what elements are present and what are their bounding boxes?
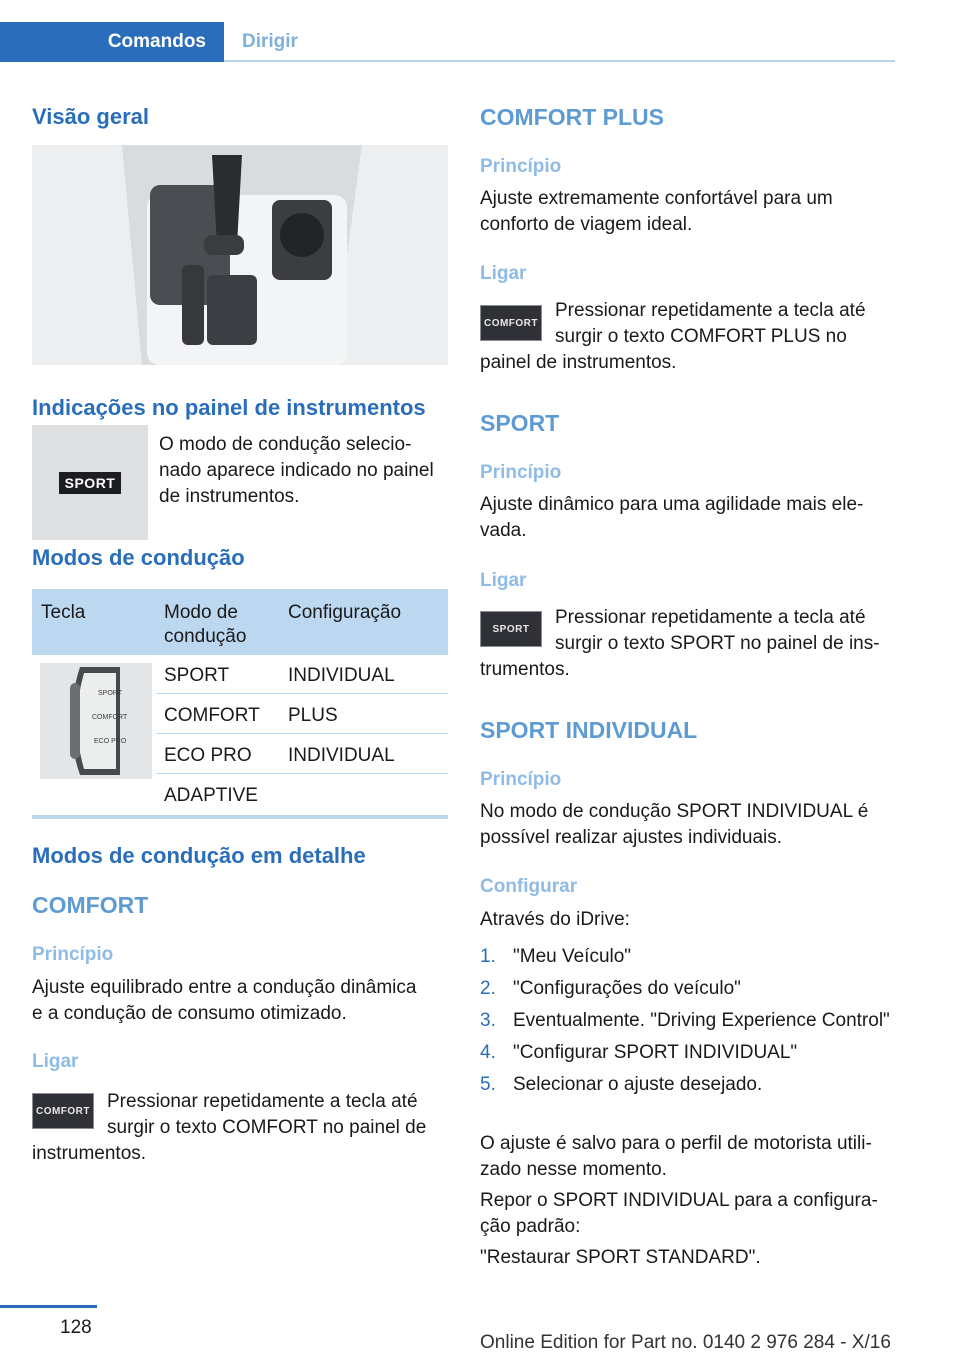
- text-line: Repor o SPORT INDIVIDUAL para a configura-: [480, 1190, 878, 1211]
- tab-comandos[interactable]: Comandos: [0, 22, 224, 62]
- comfort-on-label: Ligar: [32, 1051, 79, 1072]
- comfort-plus-principle-label: Princípio: [480, 156, 562, 177]
- reset-text: [480, 1188, 878, 1240]
- comfort-plus-title: COMFORT PLUS: [480, 104, 664, 130]
- step-text: "Configurar SPORT INDIVIDUAL": [513, 1042, 798, 1063]
- table-cell-mode: ECO PRO: [164, 745, 252, 766]
- text-line: vada.: [480, 520, 527, 541]
- comfort-principle-label: Princípio: [32, 944, 114, 965]
- header-line: Modo de: [164, 602, 238, 623]
- comfort-on-line-last: instrumentos.: [32, 1143, 147, 1164]
- text-line: surgir o texto COMFORT no painel de: [107, 1117, 427, 1138]
- text-line: Pressionar repetidamente a tecla até: [107, 1091, 418, 1112]
- selector-label-ecopro: ECO PRO: [94, 738, 127, 745]
- text-line: Pressionar repetidamente a tecla até: [555, 300, 866, 321]
- page-number: 128: [60, 1317, 92, 1338]
- text-line: conforto de viagem ideal.: [480, 214, 693, 235]
- row-divider: [156, 733, 448, 734]
- comfort-principle-text: [32, 975, 416, 1027]
- table-cell-config: INDIVIDUAL: [288, 745, 395, 766]
- text-line: surgir o texto COMFORT PLUS no: [555, 326, 847, 347]
- comfort-plus-principle-text: [480, 186, 833, 238]
- step-number: 5.: [480, 1074, 496, 1095]
- table-bottom-border: [32, 815, 448, 819]
- text-line: No modo de condução SPORT INDIVIDUAL é: [480, 801, 869, 822]
- sport-title: SPORT: [480, 410, 560, 436]
- reset-value: "Restaurar SPORT STANDARD".: [480, 1247, 761, 1268]
- table-cell-config: PLUS: [288, 705, 338, 726]
- display-indicator-image: [32, 425, 148, 540]
- text-line: Ajuste dinâmico para uma agilidade mais ele-: [480, 494, 864, 515]
- row-divider: [156, 693, 448, 694]
- header-modo: [164, 601, 246, 649]
- selector-label-sport: SPORT: [98, 690, 122, 697]
- text-line: ção padrão:: [480, 1216, 581, 1237]
- step-number: 2.: [480, 978, 496, 999]
- row-divider: [156, 773, 448, 774]
- sport-principle-label: Princípio: [480, 462, 562, 483]
- text-line: surgir o texto SPORT no painel de ins-: [555, 633, 880, 654]
- sport-individual-title: SPORT INDIVIDUAL: [480, 717, 698, 743]
- list-item: [480, 944, 900, 970]
- modes-title: Modos de condução: [32, 545, 245, 570]
- selector-label-comfort: COMFORT: [92, 714, 128, 721]
- text-line: nado aparece indicado no painel: [159, 460, 434, 481]
- center-console-photo: [32, 145, 448, 365]
- sport-principle-text: [480, 492, 863, 544]
- display-title: Indicações no painel de instrumentos: [32, 395, 426, 420]
- text-line: Pressionar repetidamente a tecla até: [555, 607, 866, 628]
- comfort-title: COMFORT: [32, 892, 149, 918]
- comfort-plus-button-image: COMFORT: [480, 305, 542, 341]
- step-text: Eventualmente. "Driving Experience Control": [513, 1010, 890, 1031]
- sport-on-label: Ligar: [480, 570, 527, 591]
- sport-individual-principle-label: Princípio: [480, 769, 562, 790]
- step-text: "Meu Veículo": [513, 946, 632, 967]
- chapter-header: [0, 22, 895, 62]
- text-line: Ajuste equilibrado entre a condução dinâmica: [32, 977, 417, 998]
- table-cell-mode: SPORT: [164, 665, 230, 686]
- header-tecla: Tecla: [41, 602, 86, 623]
- overview-title: Visão geral: [32, 104, 149, 129]
- list-item: [480, 1040, 900, 1066]
- text-line: O ajuste é salvo para o perfil de motorista utili-: [480, 1133, 872, 1154]
- sport-individual-principle-text: [480, 799, 868, 851]
- tab-dirigir[interactable]: Dirigir: [242, 31, 298, 52]
- display-sport-badge: SPORT: [59, 472, 122, 494]
- text-line: e a condução de consumo otimizado.: [32, 1003, 347, 1024]
- list-item: [480, 1072, 900, 1098]
- footer-divider: [0, 1305, 97, 1308]
- detail-title: Modos de condução em detalhe: [32, 843, 366, 868]
- mode-selector-image: [40, 663, 152, 779]
- configure-steps: [480, 944, 900, 1104]
- text-line: possível realizar ajustes individuais.: [480, 827, 783, 848]
- list-item: [480, 976, 900, 1002]
- header-line: condução: [164, 626, 247, 647]
- text-line: de instrumentos.: [159, 486, 300, 507]
- step-number: 4.: [480, 1042, 496, 1063]
- comfort-plus-on-label: Ligar: [480, 263, 527, 284]
- text-line: Ajuste extremamente confortável para um: [480, 188, 833, 209]
- configure-intro: Através do iDrive:: [480, 909, 630, 930]
- sport-on-line-last: trumentos.: [480, 659, 570, 680]
- comfort-plus-on-line: [555, 298, 866, 350]
- comfort-plus-on-line-last: painel de instrumentos.: [480, 352, 677, 373]
- header-configuracao: Configuração: [288, 602, 402, 623]
- step-number: 3.: [480, 1010, 496, 1031]
- comfort-on-line: [107, 1089, 426, 1141]
- step-text: Selecionar o ajuste desejado.: [513, 1074, 763, 1095]
- step-text: "Configurações do veículo": [513, 978, 741, 999]
- step-number: 1.: [480, 946, 496, 967]
- saved-text: [480, 1131, 872, 1183]
- table-cell-mode: ADAPTIVE: [164, 785, 258, 806]
- text-line: zado nesse momento.: [480, 1159, 667, 1180]
- configure-label: Configurar: [480, 876, 578, 897]
- edition-text: Online Edition for Part no. 0140 2 976 284 - X/16: [480, 1332, 891, 1353]
- comfort-button-image: COMFORT: [32, 1093, 94, 1129]
- sport-button-image: SPORT: [480, 611, 542, 647]
- table-cell-mode: COMFORT: [164, 705, 260, 726]
- text-line: O modo de condução selecio-: [159, 434, 412, 455]
- sport-on-line: [555, 605, 880, 657]
- display-text: [159, 432, 434, 510]
- header-divider: [224, 60, 895, 62]
- list-item: [480, 1008, 900, 1034]
- table-cell-config: INDIVIDUAL: [288, 665, 395, 686]
